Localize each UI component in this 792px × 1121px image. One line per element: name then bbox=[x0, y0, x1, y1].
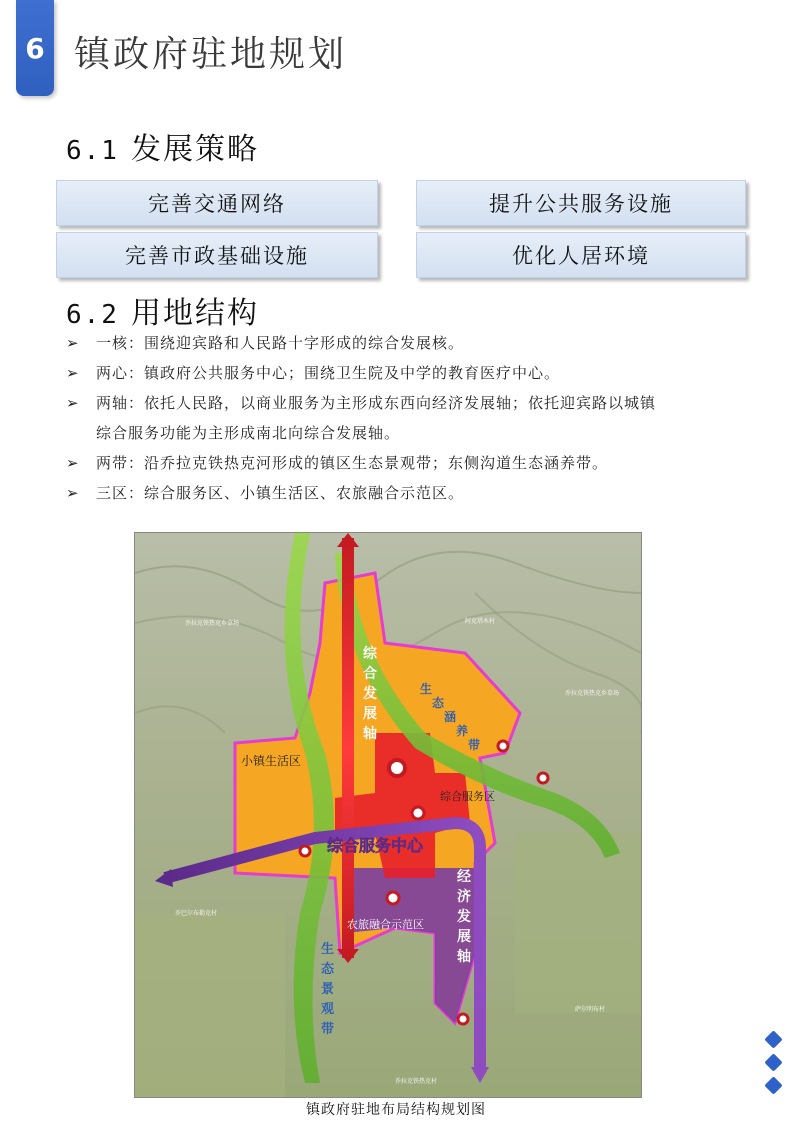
diamond-decoration-icon bbox=[764, 1030, 782, 1048]
svg-text:轴: 轴 bbox=[457, 949, 471, 965]
svg-text:展: 展 bbox=[457, 929, 471, 945]
svg-text:养: 养 bbox=[456, 724, 469, 738]
strategy-box-municipal bbox=[56, 232, 378, 278]
svg-text:轴: 轴 bbox=[363, 726, 377, 742]
node-marker bbox=[458, 1014, 468, 1024]
strategy-box-traffic bbox=[56, 180, 378, 226]
svg-text:态: 态 bbox=[432, 696, 445, 710]
label-belt-west bbox=[321, 941, 335, 1037]
bullet-arrow-icon: ➢ bbox=[66, 334, 80, 352]
structure-bullet-list bbox=[66, 328, 756, 508]
svg-text:乔拉克铁热克村: 乔拉克铁热克村 bbox=[395, 1078, 438, 1085]
bullet-item: ➢ 一核：围绕迎宾路和人民路十字形成的综合发展核。 bbox=[66, 328, 756, 358]
section-1-number: 6.1 bbox=[66, 136, 119, 166]
svg-text:经: 经 bbox=[457, 869, 471, 885]
svg-text:乔巴尔布勒克村: 乔巴尔布勒克村 bbox=[175, 910, 218, 917]
label-zone-agri: 农旅融合示范区 bbox=[347, 918, 424, 931]
svg-text:合: 合 bbox=[363, 666, 377, 682]
diamond-decoration-icon bbox=[764, 1076, 782, 1094]
svg-text:乔拉克铁热克乡草场: 乔拉克铁热克乡草场 bbox=[185, 620, 240, 627]
chapter-number: 6 bbox=[25, 31, 45, 65]
bullet-arrow-icon: ➢ bbox=[66, 484, 80, 502]
strategy-label: 完善市政基础设施 bbox=[125, 244, 309, 268]
strategy-label: 优化人居环境 bbox=[512, 244, 650, 268]
bullet-arrow-icon: ➢ bbox=[66, 454, 80, 472]
section-2-number: 6.2 bbox=[66, 300, 119, 330]
section-1-title: 发展策略 bbox=[130, 132, 259, 167]
svg-text:展: 展 bbox=[363, 706, 377, 722]
bullet-item: ➢ 两轴：依托人民路，以商业服务为主形成东西向经济发展轴；依托迎宾路以城镇 bbox=[66, 388, 756, 418]
strategy-label: 完善交通网络 bbox=[148, 192, 286, 216]
label-axis-ns bbox=[362, 645, 378, 742]
svg-text:带: 带 bbox=[321, 1022, 335, 1037]
svg-text:生: 生 bbox=[321, 942, 335, 957]
svg-text:生: 生 bbox=[420, 682, 433, 696]
bullet-item: ➢ 两心：镇政府公共服务中心；围绕卫生院及中学的教育医疗中心。 bbox=[66, 358, 756, 388]
axis-north-south bbox=[342, 538, 354, 958]
svg-text:阿克塔木村: 阿克塔木村 bbox=[465, 618, 496, 625]
chapter-title: 镇政府驻地规划 bbox=[74, 34, 348, 75]
map-svg bbox=[135, 533, 641, 1097]
bullet-item-continuation: 综合服务功能为主形成南北向综合发展轴。 bbox=[96, 424, 401, 442]
chapter-number-tab bbox=[16, 0, 54, 96]
bullet-item: ➢ 两带：沿乔拉克铁热克河形成的镇区生态景观带；东侧沟道生态涵养带。 bbox=[66, 448, 756, 478]
label-axis-econ bbox=[456, 868, 471, 965]
label-zone-life: 小镇生活区 bbox=[241, 754, 302, 768]
strategy-box-living bbox=[416, 232, 746, 278]
label-center: 综合服务中心 bbox=[327, 836, 424, 855]
svg-text:综: 综 bbox=[363, 646, 377, 662]
svg-text:带: 带 bbox=[468, 738, 481, 752]
svg-text:观: 观 bbox=[321, 1002, 335, 1017]
svg-text:萨尔明布村: 萨尔明布村 bbox=[575, 1006, 606, 1013]
svg-text:涵: 涵 bbox=[444, 710, 457, 724]
svg-text:济: 济 bbox=[457, 889, 471, 905]
diamond-decoration-icon bbox=[764, 1053, 782, 1071]
bullet-item: ➢ 三区：综合服务区、小镇生活区、农旅融合示范区。 bbox=[66, 478, 756, 508]
svg-text:乔拉克铁热克乡草场: 乔拉克铁热克乡草场 bbox=[565, 690, 620, 697]
svg-text:发: 发 bbox=[457, 909, 471, 925]
svg-text:景: 景 bbox=[321, 982, 335, 997]
section-2-title: 用地结构 bbox=[130, 296, 259, 331]
section-1-heading bbox=[66, 124, 259, 168]
strategy-box-public-service bbox=[416, 180, 746, 226]
map-caption: 镇政府驻地布局结构规划图 bbox=[306, 1102, 486, 1118]
label-zone-service: 综合服务区 bbox=[440, 790, 495, 803]
node-marker bbox=[300, 846, 310, 856]
svg-text:态: 态 bbox=[321, 962, 335, 977]
node-marker bbox=[538, 773, 548, 783]
strategy-label: 提升公共服务设施 bbox=[489, 192, 673, 216]
svg-text:发: 发 bbox=[363, 686, 377, 702]
bullet-arrow-icon: ➢ bbox=[66, 364, 80, 382]
section-2-heading bbox=[66, 288, 259, 332]
node-marker bbox=[389, 760, 405, 776]
node-marker bbox=[498, 741, 508, 751]
node-marker bbox=[412, 807, 424, 819]
structure-plan-map bbox=[134, 532, 642, 1098]
bullet-arrow-icon: ➢ bbox=[66, 394, 80, 412]
node-marker bbox=[387, 892, 399, 904]
